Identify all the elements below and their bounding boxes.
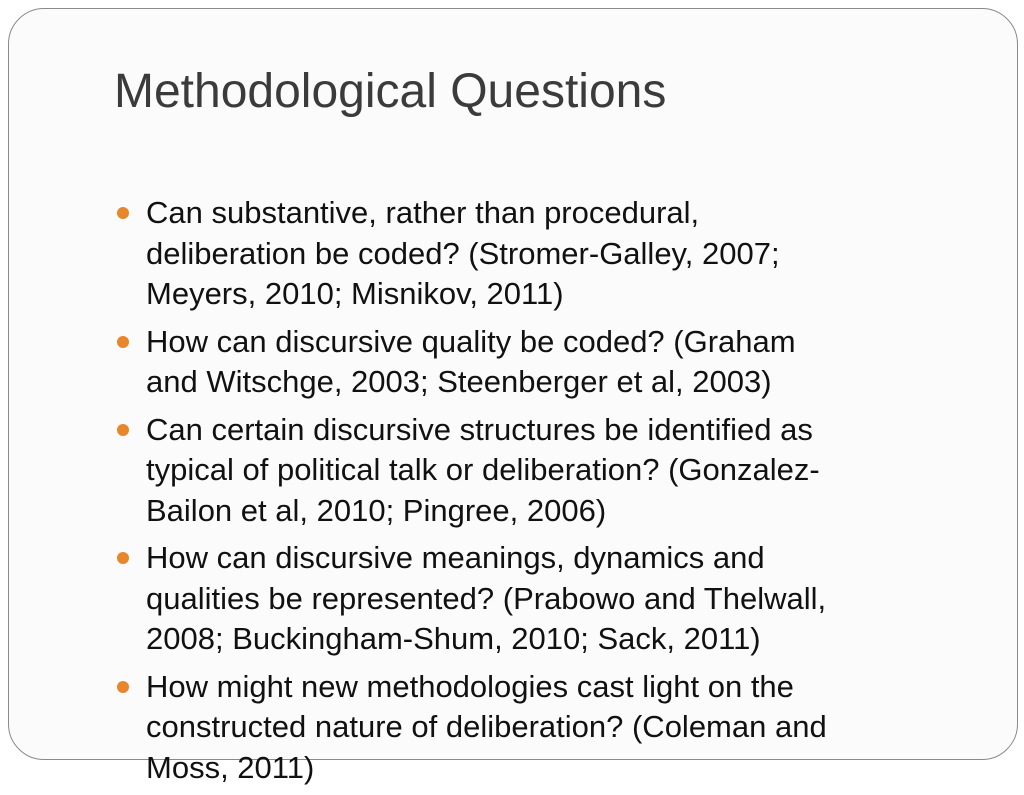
bullet-line: typical of political talk or deliberation? (Gonzalez- xyxy=(146,452,820,487)
bullet-line: constructed nature of deliberation? (Coleman and xyxy=(146,709,827,744)
bullet-dot-icon xyxy=(117,552,129,564)
bullet-line: Bailon et al, 2010; Pingree, 2006) xyxy=(146,492,607,528)
bullet-item xyxy=(114,667,974,789)
bullet-line: deliberation be coded? (Stromer-Galley, 2007; xyxy=(146,235,780,271)
bullet-dot-icon xyxy=(117,424,129,436)
bullet-line: and Witschge, 2003; Steenberger et al, 2003) xyxy=(146,364,772,399)
bullet-line: How might new methodologies cast light on the xyxy=(146,668,794,704)
bullet-dot-icon xyxy=(117,336,129,348)
slide-title: Methodological Questions xyxy=(114,65,667,118)
bullet-item xyxy=(114,322,974,403)
bullet-line: qualities be represented? (Prabowo and Thelwall, xyxy=(146,580,827,616)
bullet-line: How can discursive quality be coded? (Graham xyxy=(146,323,796,359)
bullet-line: 2008; Buckingham-Shum, 2010; Sack, 2011) xyxy=(146,621,761,656)
slide xyxy=(8,8,1018,785)
bullet-dot-icon xyxy=(117,681,129,693)
bullet-line: Meyers, 2010; Misnikov, 2011) xyxy=(146,276,564,311)
bullet-dot-icon xyxy=(117,207,129,219)
bullet-line: Moss, 2011) xyxy=(146,749,315,785)
bullet-item xyxy=(114,193,974,315)
bullet-item xyxy=(114,538,974,660)
bullet-list xyxy=(114,193,974,795)
bullet-line: How can discursive meanings, dynamics and xyxy=(146,540,765,575)
bullet-item xyxy=(114,410,974,532)
bullet-line: Can substantive, rather than procedural, xyxy=(146,195,700,230)
bullet-line: Can certain discursive structures be identified as xyxy=(146,411,813,447)
